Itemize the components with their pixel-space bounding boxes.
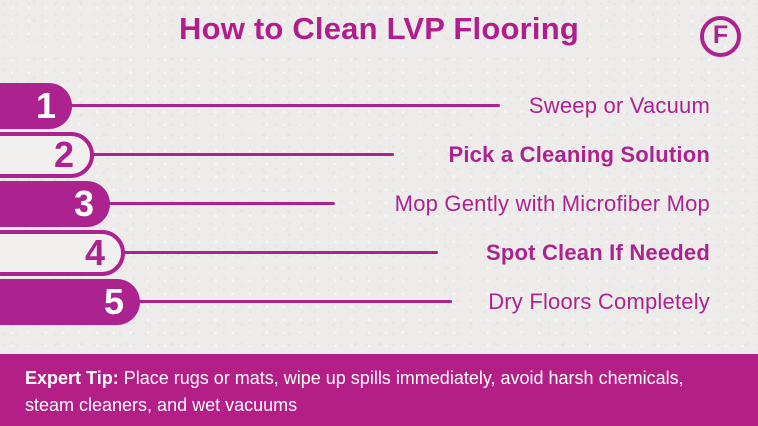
- step-number-badge: [0, 132, 94, 178]
- step-label: Dry Floors Completely: [488, 289, 710, 314]
- page-title: How to Clean LVP Flooring: [179, 11, 579, 46]
- step-label: Pick a Cleaning Solution: [448, 142, 710, 167]
- step-connector-line: [92, 153, 394, 156]
- step-label: Spot Clean If Needed: [485, 240, 710, 265]
- step-number: 5: [103, 281, 124, 322]
- step-number: 3: [73, 183, 94, 224]
- step-row: [0, 279, 758, 325]
- step-connector-line: [108, 202, 335, 205]
- step-row: [0, 230, 758, 276]
- step-row: [0, 132, 758, 178]
- logo-letter: F: [712, 21, 729, 49]
- step-number-badge: [0, 279, 140, 325]
- step-number-badge: [0, 83, 72, 129]
- step-connector-line: [123, 251, 438, 254]
- step-label: Sweep or Vacuum: [528, 93, 710, 118]
- step-connector-line: [70, 104, 500, 107]
- step-number-badge: [0, 181, 110, 227]
- step-row: [0, 181, 758, 227]
- step-row: [0, 83, 758, 129]
- step-number: 1: [35, 85, 56, 126]
- brand-logo-icon: [700, 16, 741, 57]
- step-label: Mop Gently with Microfiber Mop: [394, 191, 710, 216]
- step-number: 4: [84, 232, 105, 273]
- expert-tip-bar: [0, 354, 758, 426]
- step-connector-line: [138, 300, 452, 303]
- expert-tip-text: Place rugs or mats, wipe up spills immediately, avoid harsh chemicals, steam cleaners, and wet vacuums: [25, 368, 684, 415]
- expert-tip-label: Expert Tip:: [25, 368, 119, 388]
- step-number: 2: [53, 134, 74, 175]
- step-number-badge: [0, 230, 125, 276]
